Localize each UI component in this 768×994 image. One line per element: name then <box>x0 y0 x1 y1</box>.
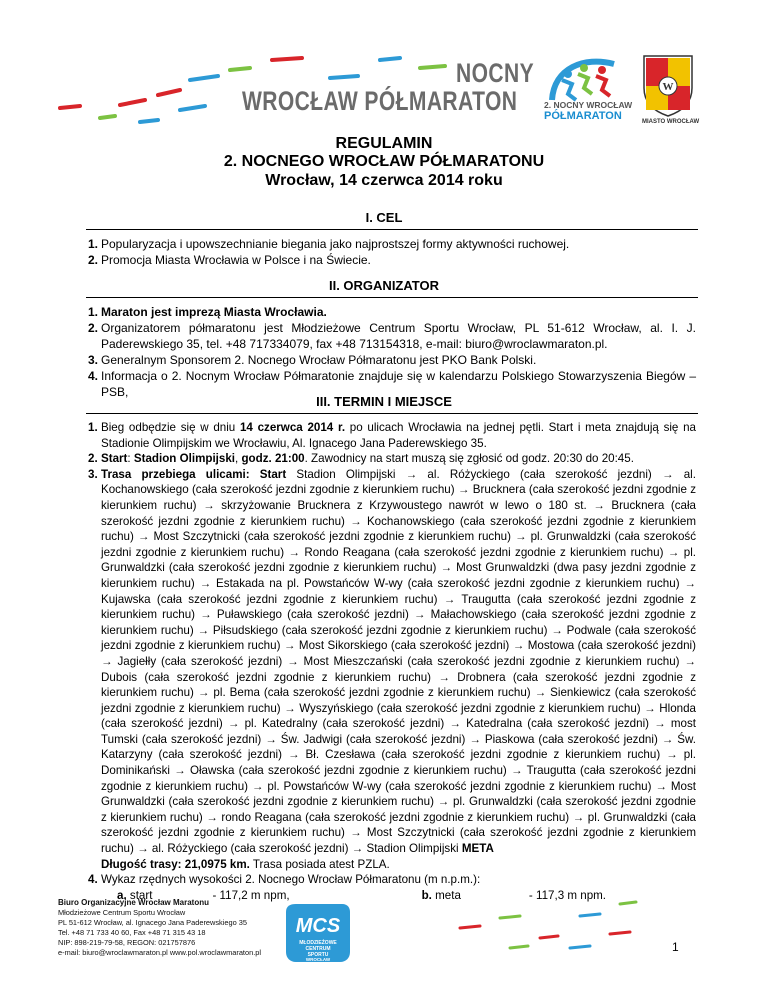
svg-text:MCS: MCS <box>295 915 341 937</box>
list-item: 2. Organizatorem półmaratonu jest Młodzieżowe Centrum Sportu Wrocław, PL 51-612 Wrocław, al. I. J. Paderewskiego 35, tel. +48 717334079, fax +48 713154318, e-mail: biuro@wroclawmaraton.pl. <box>88 321 696 351</box>
brand-line2: WROCŁAW PÓŁMARATON <box>242 86 518 116</box>
document-date: Wrocław, 14 czerwca 2014 roku <box>265 172 503 189</box>
list-item: 2. Start: Stadion Olimpijski, godz. 21:00. Zawodnicy na start muszą się zgłosić od godz. 20:30 do 20:45. <box>88 452 634 466</box>
section1-list <box>88 236 696 268</box>
footer-streaks-graphic <box>440 898 660 958</box>
divider <box>86 229 698 230</box>
section2-heading: II. ORGANIZATOR <box>328 278 440 293</box>
crest-caption: MIASTO WROCŁAW <box>642 119 700 125</box>
brand-line1: NOCNY <box>456 58 535 88</box>
logo-line2: PÓŁMARATON <box>544 110 622 122</box>
mcs-logo-icon <box>282 902 378 964</box>
footer-contact: Biuro Organizacyjne Wrocław Maratonu Młodzieżowe Centrum Sportu Wrocław PL 51-612 Wrocław, al. Ignacego Jana Paderewskiego 35 Tel. +48 71 733 40 60, Fax +48 71 315 43 18 NIP: 898-219-79-58, REGON: 021757876 e-mail: biuro@wroclawmaraton.pl www.pol.wroclawmaraton.pl <box>58 898 262 957</box>
svg-text:W: W <box>662 81 674 93</box>
divider <box>86 297 698 298</box>
document-subtitle: 2. NOCNEGO WROCŁAW PÓŁMARATONU <box>223 153 545 170</box>
list-item: 1. Bieg odbędzie się w dniu 14 czerwca 2014 r. po ulicach Wrocławia na jednej pętli. Start i meta znajdują się na Stadionie Olimpijskim we Wrocławiu, Al. Ignacego Jana Paderewskiego 35. <box>88 421 697 450</box>
document-header <box>0 0 768 130</box>
section3-list <box>88 420 696 903</box>
svg-text:WROCŁAW: WROCŁAW <box>305 957 331 962</box>
divider <box>86 413 698 414</box>
list-item: 4. Informacja o 2. Nocnym Wrocław Półmaratonie znajduje się w kalendarzu Polskiego Stowarzyszenia Biegów – PSB, <box>88 369 696 399</box>
list-item: 1. Maraton jest imprezą Miasta Wrocławia. <box>88 305 327 319</box>
list-item: 1. Popularyzacja i upowszechnianie biegania jako najprostszej formy aktywności ruchowej. <box>88 237 570 251</box>
list-item: 3. Trasa przebiega ulicami: Start Stadion Olimpijski → al. Różyckiego (cała szerokość jezdni) → al. Kochanowskiego (cała szerokość jezdni zgodnie z kierunkiem ruchu) → Brucknera (cała szerokość jezdni zgodnie z kierunkiem ruchu) → skrzyżowanie Brucknera z Krzywoustego nawrót w lewo o 180 st. → Brucknera (cała szerokość jezdni zgodnie z kierunkiem ruchu) → Kochanowskiego (cała szerokość jezdni zgodnie z kierunkiem ruchu) → Most Szczytnicki (cała szerokość jezdni zgodnie z kierunkiem ruchu) → pl. Grunwaldzki (cała szerokość jezdni zgodnie z kierunkiem ruchu) → Rondo Reagana (cała szerokość jezdni zgodnie z kierunkiem ruchu) → pl. Grunwaldzki (cała szerokość jezdni zgodnie z kierunkiem ruchu) → Most Grunwaldzki (dwa pasy jezdni zgodnie z kierunkiem ruchu) → Estakada na pl. Powstańców W-wy (cała szerokość jezdni zgodnie z kierunkiem ruchu) → Kujawska (cała szerokość jezdni zgodnie z kierunkiem ruchu) → Traugutta (cała szerokość jezdni zgodnie z kierunkiem ruchu) → Puławskiego (cała szerokość jezdni) → Małachowskiego (cała szerokość jezdni zgodnie z kierunkiem ruchu) → Piłsudskiego (cała szerokość jezdni zgodnie z kierunkiem ruchu) → Podwale (cała szerokość jezdni zgodnie z kierunkiem ruchu) → Most Sikorskiego (cała szerokość jezdni) → Mostowa (cała szerokość jezdni) → Jagiełły (cała szerokość jezdni) → Most Mieszczański (cała szerokość jezdni zgodnie z kierunkiem ruchu) → Dubois (cała szerokość jezdni zgodnie z kierunkiem ruchu) → Drobnera (cała szerokość jezdni zgodnie z kierunkiem ruchu) → pl. Bema (cała szerokość jezdni zgodnie z kierunkiem ruchu) → Sienkiewicz (cała szerokość jezdni zgodnie z kierunkiem ruchu) → Wyszyńskiego (cała szerokość jezdni zgodnie z kierunkiem ruchu) → Hlonda (cała szerokość jezdni) → pl. Katedralny (cała szerokość jezdni) → Katedralna (cała szerokość jezdni) → most Tumski (cała szerokość jezdni) → Św. Jadwigi (cała szerokość jezdni) → Piaskowa (cała szerokość jezdni) → Św. Katarzyny (cała szerokość jezdni) → Bł. Czesława (cała szerokość jezdni zgodnie z kierunkiem ruchu) → pl. Dominikański → Oławska (cała szerokość jezdni zgodnie z kierunkiem ruchu) → Traugutta (cała szerokość jezdni zgodnie z kierunkiem ruchu) → pl. Powstańców W-wy (cała szerokość jezdni zgodnie z kierunkiem ruchu) → Most Grunwaldzki (cała szerokość jezdni zgodnie z kierunkiem ruchu) → pl. Grunwaldzki (cała szerokość jezdni zgodnie z kierunkiem ruchu) → rondo Reagana (cała szerokość jezdni zgodnie z kierunkiem ruchu) → pl. Grunwaldzki (cała szerokość jezdni zgodnie z kierunkiem ruchu) → Most Szczytnicki (cała szerokość jezdni zgodnie z kierunkiem ruchu) → al. Różyckiego (cała szerokość jezdni) → Stadion Olimpijski META Długość trasy: 21,0975 km. Trasa posiada atest PZLA. <box>88 467 696 871</box>
list-item: 3. Generalnym Sponsorem 2. Nocnego Wrocław Półmaratonu jest PKO Bank Polski. <box>88 353 537 367</box>
svg-text:MŁODZIEŻOWE: MŁODZIEŻOWE <box>299 940 337 946</box>
svg-text:CENTRUM: CENTRUM <box>305 946 331 952</box>
runners-logo-icon <box>544 54 630 104</box>
section1-heading: I. CEL <box>365 210 403 225</box>
page-number: 1 <box>672 940 679 954</box>
document-title: REGULAMIN <box>335 135 433 152</box>
logo-line1: 2. NOCNY WROCŁAW <box>544 100 633 110</box>
list-item: 4. Wykaz rzędnych wysokości 2. Nocnego Wrocław Półmaratonu (m n.p.m.): a. start - 117,2 m npm, b. meta - 117,3 m npm. <box>88 873 607 902</box>
section2-list <box>88 304 696 400</box>
section3-heading: III. TERMIN I MIEJSCE <box>316 394 452 409</box>
list-item: 2. Promocja Miasta Wrocławia w Polsce i na Świecie. <box>88 253 371 267</box>
svg-text:SPORTU: SPORTU <box>307 952 329 958</box>
city-crest-icon <box>640 52 696 118</box>
